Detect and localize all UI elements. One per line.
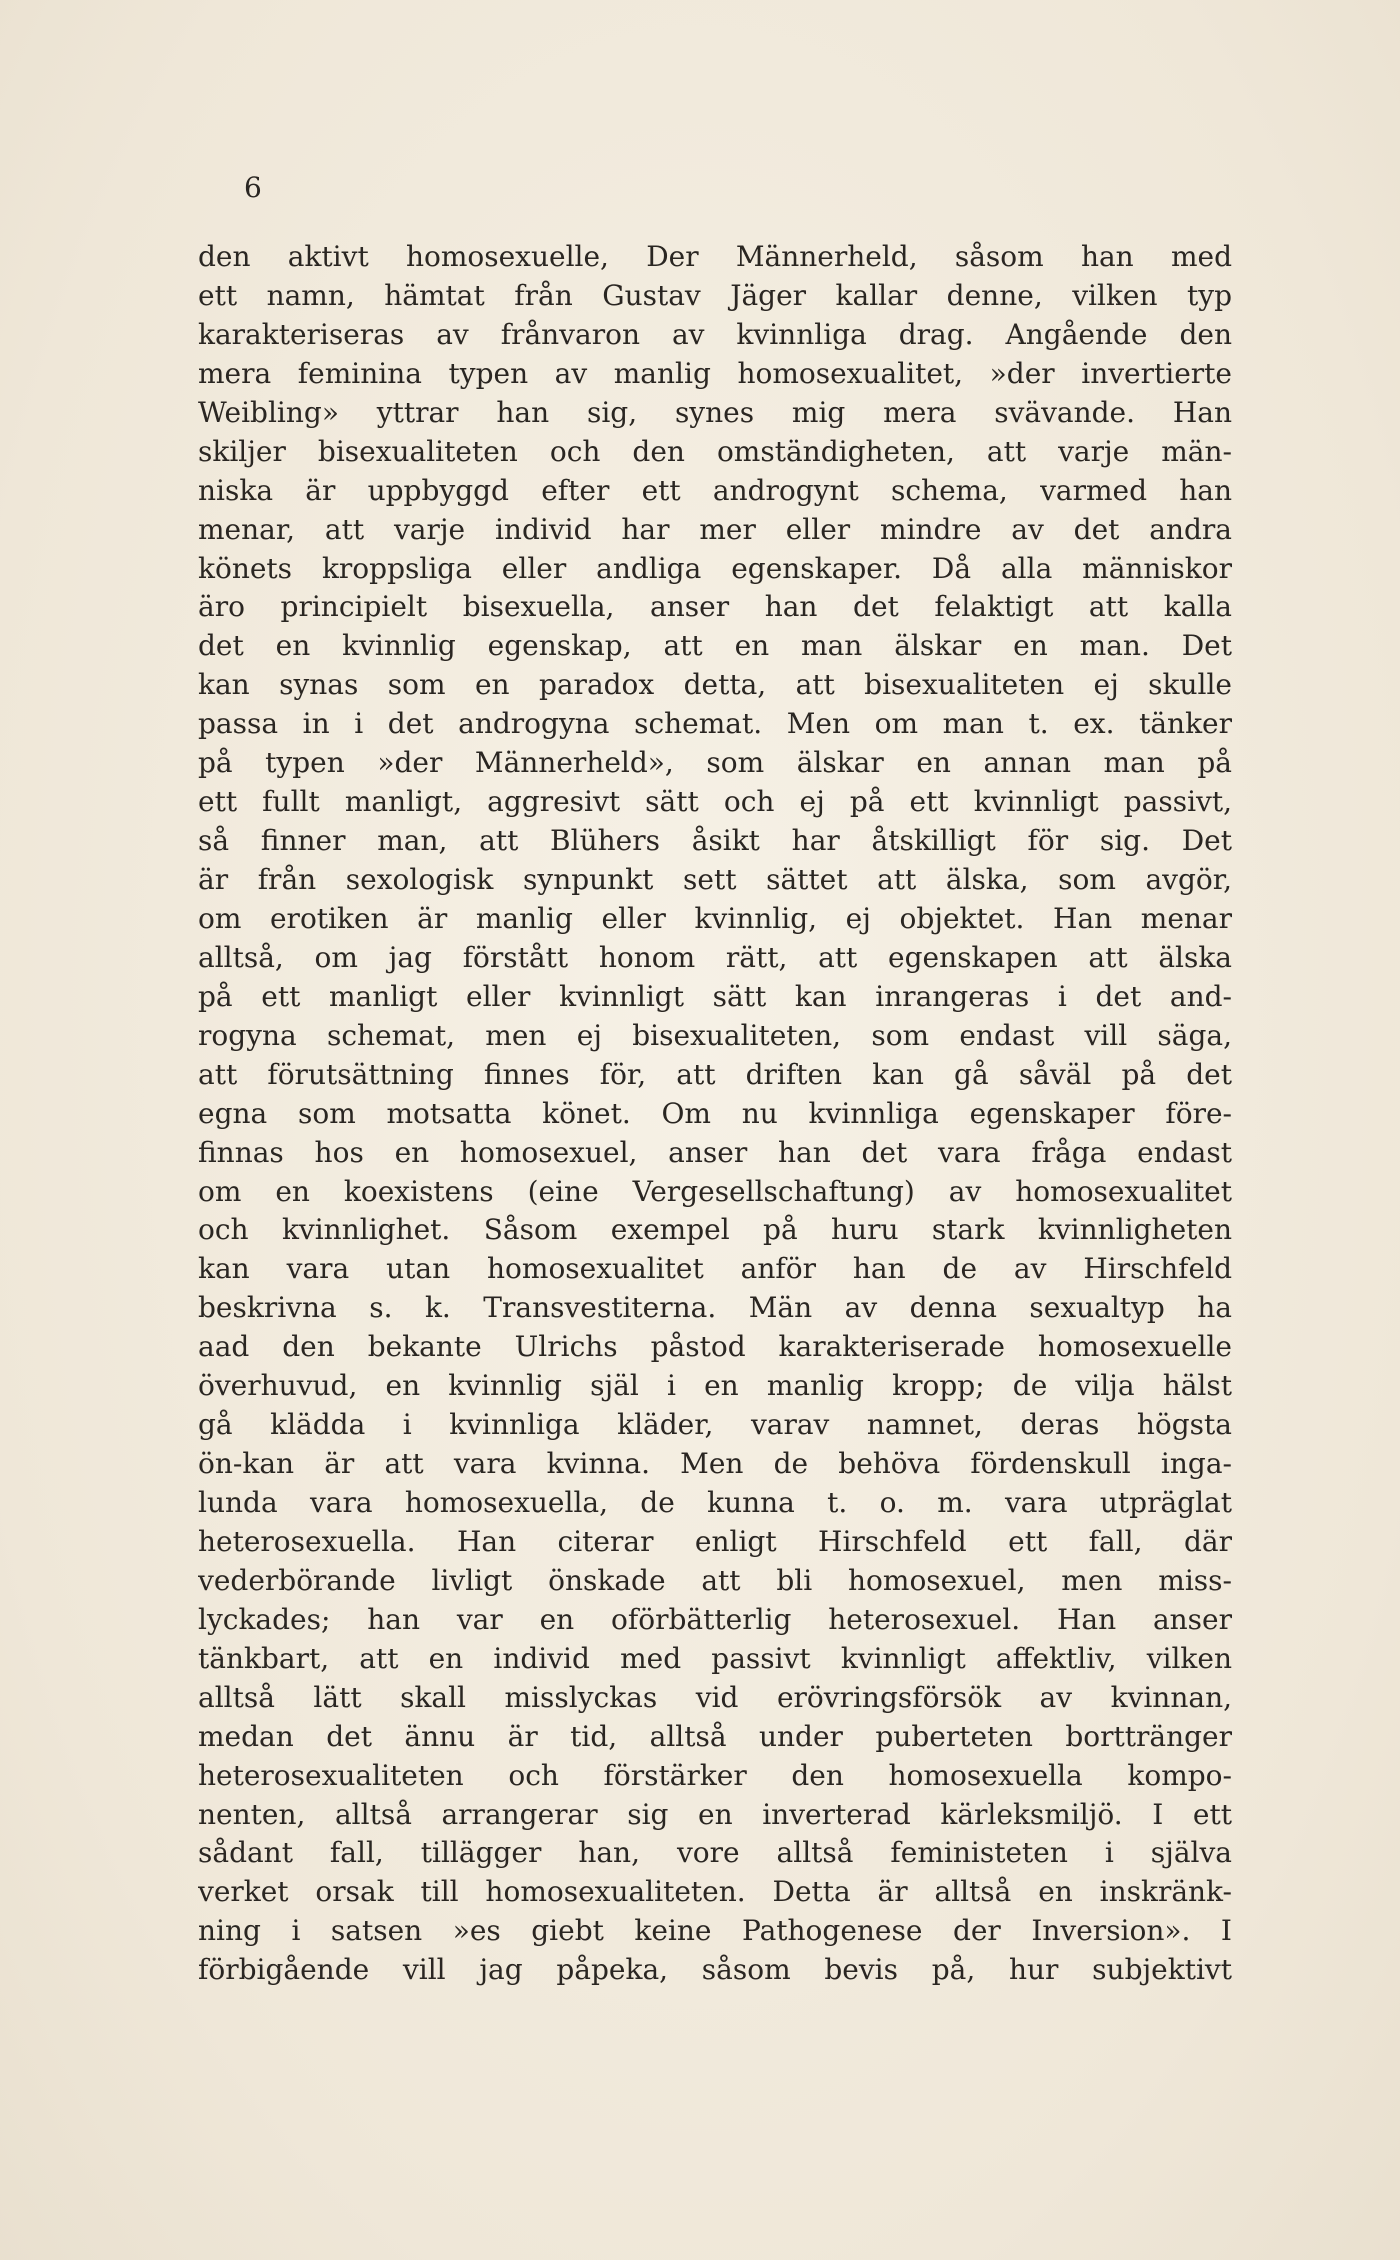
text-line: heterosexualiteten och förstärker den homosexuella kompo- <box>198 1758 1232 1792</box>
text-line: mera feminina typen av manlig homosexualitet, »der invertierte <box>198 356 1232 390</box>
text-line: äro principielt bisexuella, anser han det felaktigt att kalla <box>198 590 1232 624</box>
text-line: vederbörande livligt önskade att bli homosexuel, men miss- <box>198 1563 1232 1597</box>
text-line: heterosexuella. Han citerar enligt Hirschfeld ett fall, där <box>198 1524 1232 1558</box>
text-line: beskrivna s. k. Transvestiterna. Män av denna sexualtyp ha <box>198 1291 1232 1325</box>
text-line: sådant fall, tillägger han, vore alltså feministeten i själva <box>198 1836 1232 1870</box>
text-line: nenten, alltså arrangerar sig en inverterad kärleksmiljö. I ett <box>198 1797 1232 1831</box>
text-line: könets kroppsliga eller andliga egenskaper. Då alla människor <box>198 551 1232 585</box>
text-line: skiljer bisexualiteten och den omständigheten, att varje män- <box>198 434 1232 468</box>
text-line: medan det ännu är tid, alltså under puberteten borttränger <box>198 1719 1232 1753</box>
text-line: överhuvud, en kvinnlig själ i en manlig kropp; de vilja hälst <box>198 1369 1232 1403</box>
text-line: rogyna schemat, men ej bisexualiteten, som endast vill säga, <box>198 1018 1232 1052</box>
text-line: Weibling» yttrar han sig, synes mig mera svävande. Han <box>198 395 1232 429</box>
text-line: ett fullt manligt, aggresivt sätt och ej på ett kvinnligt passivt, <box>198 785 1232 819</box>
text-line: lyckades; han var en oförbätterlig heterosexuel. Han anser <box>198 1602 1232 1636</box>
page-number: 6 <box>244 171 262 204</box>
text-line: är från sexologisk synpunkt sett sättet att älska, som avgör, <box>198 863 1232 896</box>
text-line: egna som motsatta könet. Om nu kvinnliga egenskaper före- <box>198 1096 1232 1130</box>
text-line: verket orsak till homosexualiteten. Detta är alltså en inskränk- <box>198 1875 1232 1909</box>
text-line: på typen »der Männerheld», som älskar en annan man på <box>198 746 1232 780</box>
body-text <box>198 238 1232 1990</box>
text-line: kan synas som en paradox detta, att bisexualiteten ej skulle <box>198 668 1232 702</box>
text-line: niska är uppbyggd efter ett androgynt schema, varmed han <box>198 473 1232 507</box>
text-line: den aktivt homosexuelle, Der Männerheld, såsom han med <box>198 240 1232 273</box>
text-line: förbigående vill jag påpeka, såsom bevis på, hur subjektivt <box>198 1953 1232 1987</box>
text-line: lunda vara homosexuella, de kunna t. o. m. vara utpräglat <box>198 1486 1232 1519</box>
text-line: aad den bekante Ulrichs påstod karakteriserade homosexuelle <box>198 1330 1232 1364</box>
text-line: alltså lätt skall misslyckas vid erövringsförsök av kvinnan, <box>198 1680 1232 1714</box>
text-line: tänkbart, att en individ med passivt kvinnligt affektliv, vilken <box>198 1641 1232 1675</box>
text-line: så finner man, att Blühers åsikt har åtskilligt för sig. Det <box>198 824 1232 858</box>
text-line: menar, att varje individ har mer eller mindre av det andra <box>198 512 1232 546</box>
text-line: det en kvinnlig egenskap, att en man älskar en man. Det <box>198 629 1232 663</box>
text-line: ett namn, hämtat från Gustav Jäger kallar denne, vilken typ <box>198 278 1232 312</box>
text-line: om erotiken är manlig eller kvinnlig, ej objektet. Han menar <box>198 901 1232 935</box>
text-line: alltså, om jag förstått honom rätt, att egenskapen att älska <box>198 940 1232 974</box>
text-line: karakteriseras av frånvaron av kvinnliga drag. Angående den <box>198 317 1232 351</box>
text-line: om en koexistens (eine Vergesellschaftung) av homosexualitet <box>198 1174 1232 1208</box>
text-line: gå klädda i kvinnliga kläder, varav namnet, deras högsta <box>198 1408 1232 1442</box>
text-line: passa in i det androgyna schemat. Men om man t. ex. tänker <box>198 707 1232 741</box>
text-line: ön-kan är att vara kvinna. Men de behöva fördenskull inga- <box>198 1447 1232 1481</box>
text-line: kan vara utan homosexualitet anför han de av Hirschfeld <box>198 1252 1232 1286</box>
text-line: och kvinnlighet. Såsom exempel på huru stark kvinnligheten <box>198 1213 1232 1247</box>
text-line: ning i satsen »es giebt keine Pathogenese der Inversion». I <box>198 1914 1232 1948</box>
text-line: på ett manligt eller kvinnligt sätt kan inrangeras i det and- <box>198 979 1232 1013</box>
text-line: finnas hos en homosexuel, anser han det vara fråga endast <box>198 1135 1232 1169</box>
text-line: att förutsättning finnes för, att driften kan gå såväl på det <box>198 1057 1232 1091</box>
